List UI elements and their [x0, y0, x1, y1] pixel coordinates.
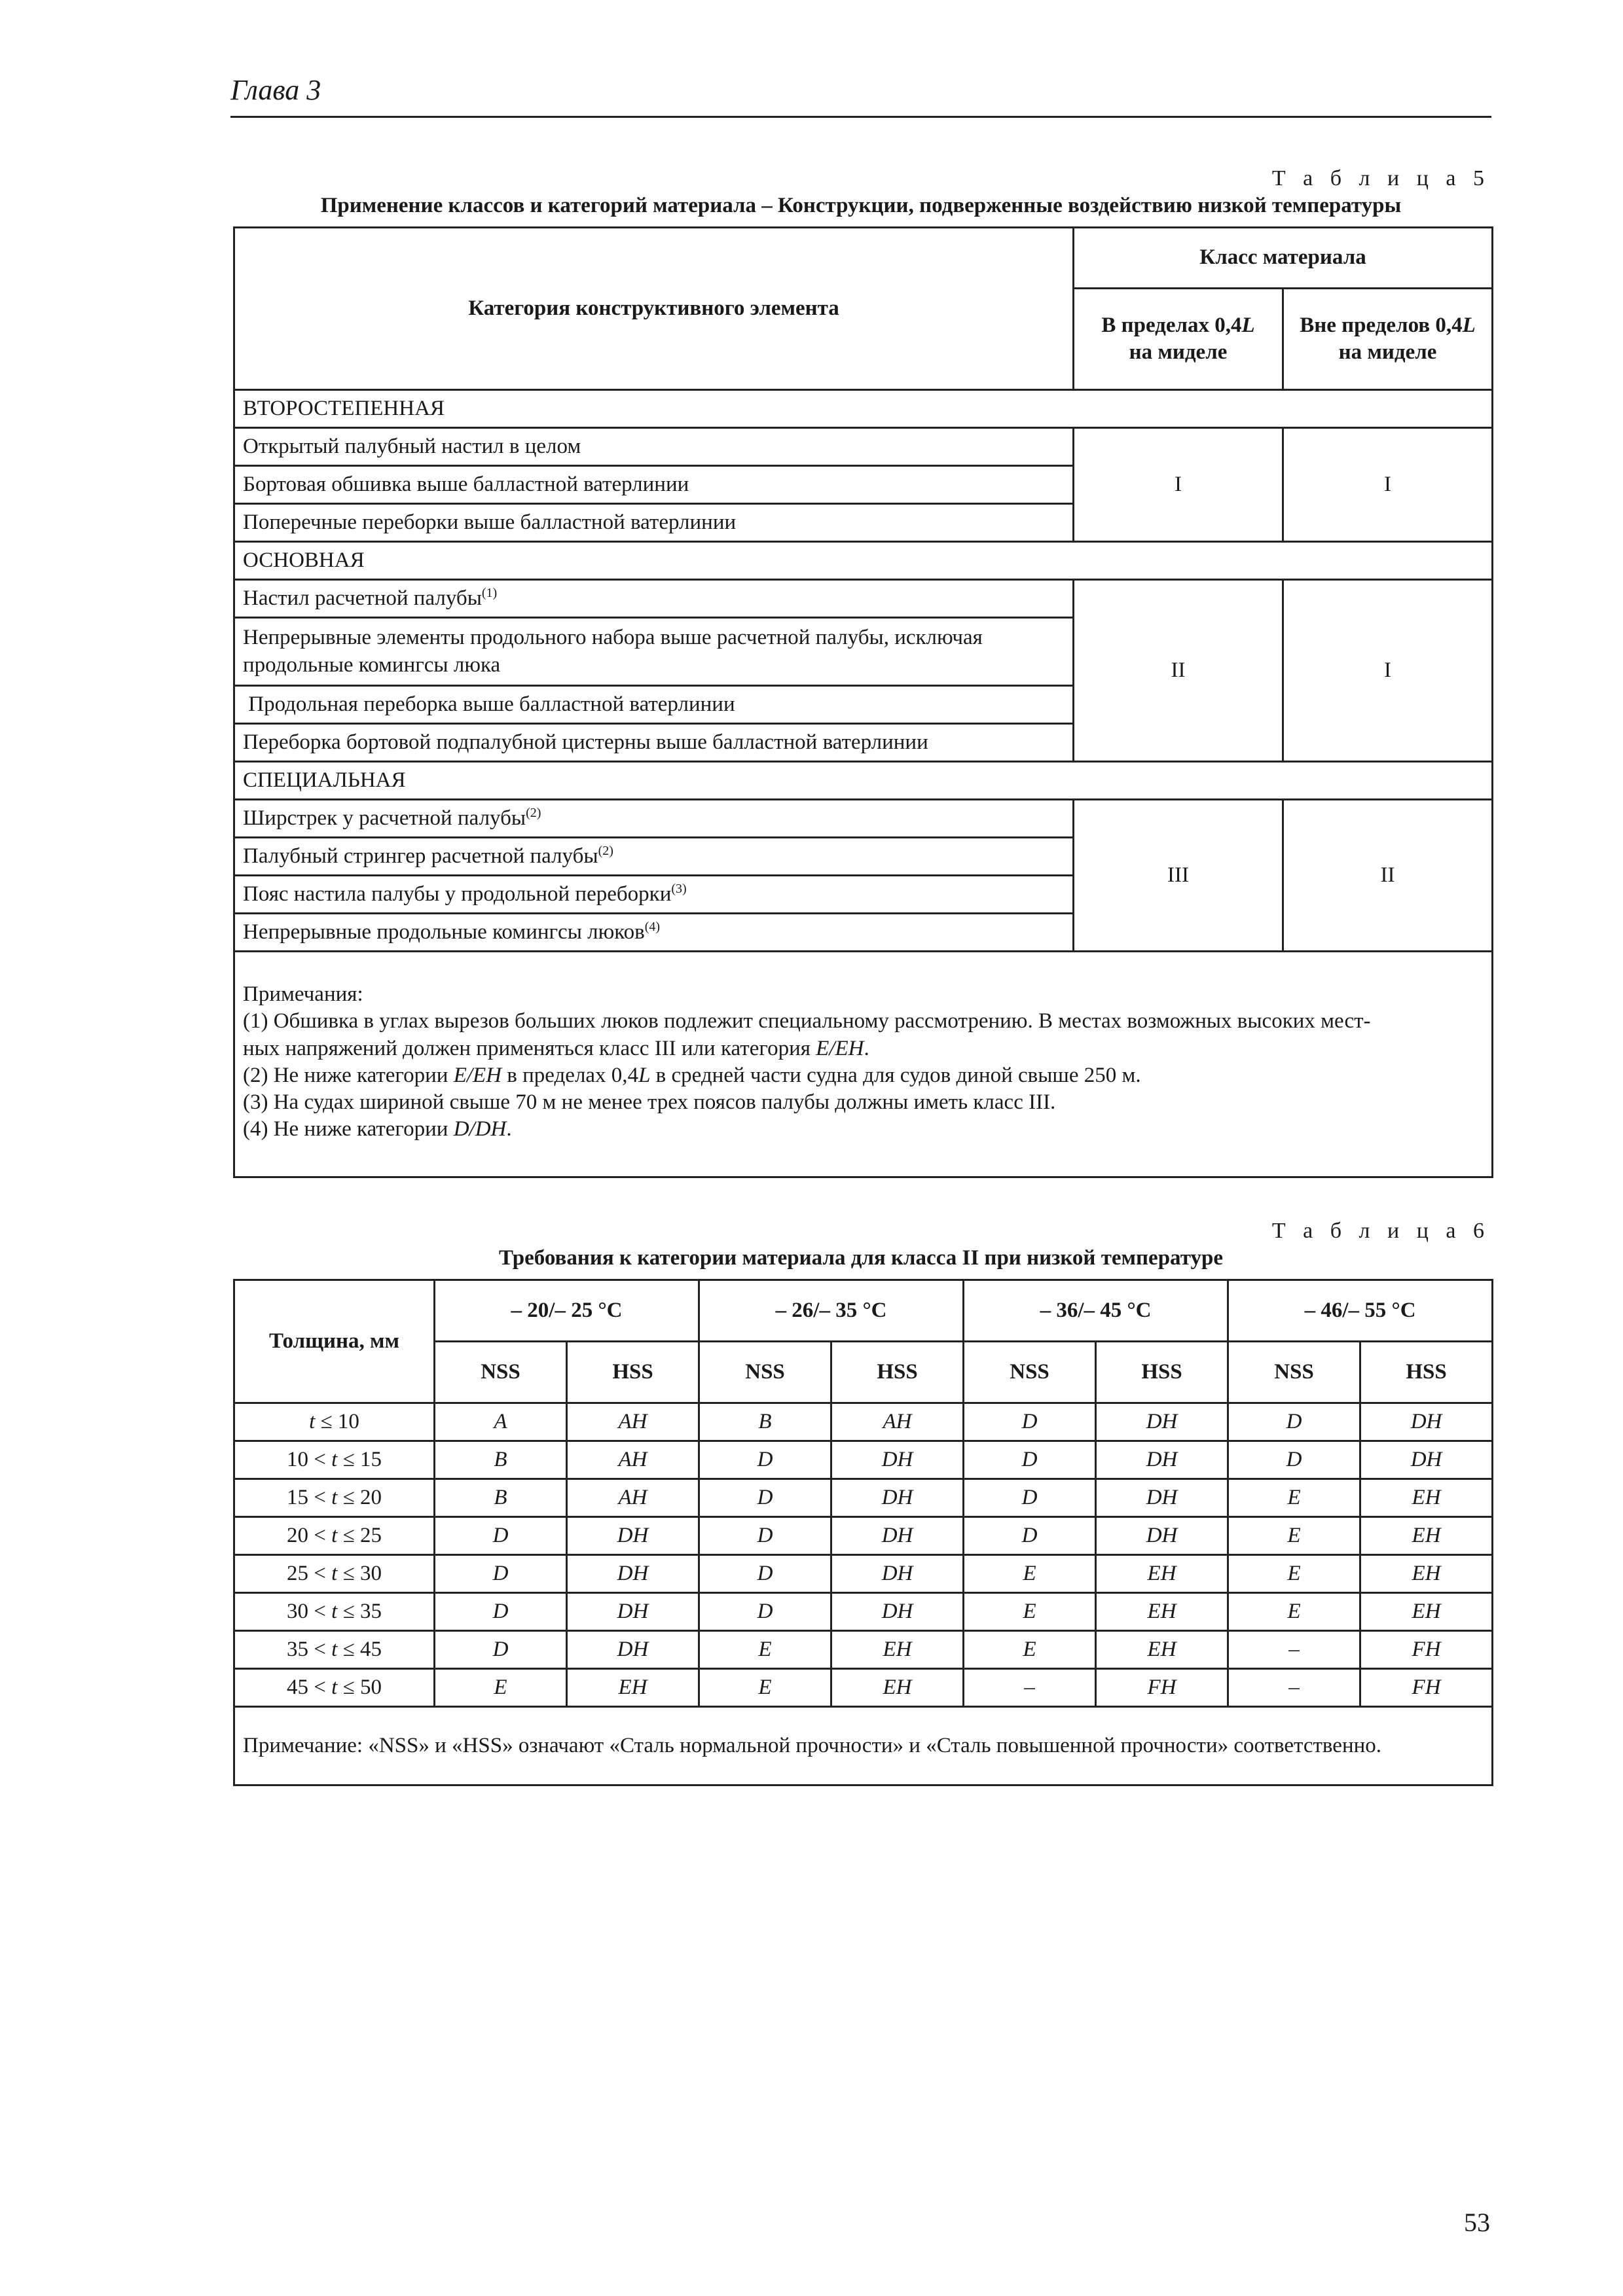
category-cell: E [964, 1593, 1096, 1631]
table6-title: Требования к категории материала для класса II при низкой температуре [499, 1246, 1223, 1270]
category-cell: B [435, 1441, 567, 1479]
table-row [234, 1403, 1493, 1441]
table-row [234, 1517, 1493, 1555]
table-row: Пояс настила палубы у продольной переборки$^{(3)}$ [234, 876, 1074, 914]
temp-header: – 46/– 55 °С [1228, 1280, 1493, 1342]
category-cell: DH [831, 1441, 964, 1479]
temp-header: – 36/– 45 °С [964, 1280, 1228, 1342]
thickness-cell: 35 < t ≤ 45 [234, 1631, 435, 1669]
category-cell: DH [831, 1479, 964, 1517]
category-cell: D [699, 1479, 831, 1517]
table5-number: Т а б л и ц а 5 [1271, 166, 1490, 190]
category-cell: D [699, 1517, 831, 1555]
category-cell: A [435, 1403, 567, 1441]
category-cell: D [964, 1441, 1096, 1479]
class-outside: I [1283, 428, 1493, 542]
category-cell: EH [1360, 1555, 1493, 1593]
category-cell: DH [567, 1517, 699, 1555]
thickness-cell: 30 < t ≤ 35 [234, 1593, 435, 1631]
category-cell: E [1228, 1593, 1360, 1631]
category-cell: FH [1096, 1669, 1228, 1707]
page-number: 53 [1464, 2208, 1490, 2237]
category-cell: E [699, 1669, 831, 1707]
category-cell: E [699, 1631, 831, 1669]
table-row: Настил расчетной палубы$^{(1)}$ [234, 580, 1074, 618]
class-within: III [1074, 800, 1283, 952]
class-within: II [1074, 580, 1283, 762]
thickness-cell: 15 < t ≤ 20 [234, 1479, 435, 1517]
table6-note: Примечание: «NSS» и «HSS» означают «Сталь нормальной прочности» и «Сталь повышенной прочности» соответственно. [234, 1707, 1493, 1785]
category-cell: AH [567, 1479, 699, 1517]
nss-header: NSS [435, 1342, 567, 1403]
category-cell: D [699, 1555, 831, 1593]
table-row: Поперечные переборки выше балластной ватерлинии [234, 504, 1074, 542]
category-cell: EH [1360, 1479, 1493, 1517]
table-row [234, 1593, 1493, 1631]
category-cell: DH [567, 1631, 699, 1669]
category-cell: EH [831, 1631, 964, 1669]
category-cell: DH [567, 1555, 699, 1593]
category-cell: D [964, 1517, 1096, 1555]
thickness-cell: 25 < t ≤ 30 [234, 1555, 435, 1593]
category-cell: – [1228, 1631, 1360, 1669]
category-cell: EH [567, 1669, 699, 1707]
thickness-cell: 45 < t ≤ 50 [234, 1669, 435, 1707]
thickness-cell: 10 < t ≤ 15 [234, 1441, 435, 1479]
table-row: Открытый палубный настил в целом [234, 428, 1074, 466]
category-cell: E [435, 1669, 567, 1707]
category-cell: D [435, 1517, 567, 1555]
category-cell: D [435, 1593, 567, 1631]
note-1a: (1) Обшивка в углах вырезов больших люков подлежит специальному рассмотрению. В местах возможных высоких мест- [243, 1009, 1371, 1033]
category-cell: EH [1096, 1631, 1228, 1669]
hss-header: HSS [1096, 1342, 1228, 1403]
table-row: Продольная переборка выше балластной ватерлинии [234, 686, 1074, 724]
nss-header: NSS [699, 1342, 831, 1403]
category-cell: DH [1096, 1441, 1228, 1479]
category-cell: DH [1360, 1403, 1493, 1441]
table-row: Непрерывные элементы продольного набора выше расчетной палубы, исключая продольные комингсы люка [234, 618, 1074, 686]
table5 [233, 226, 1493, 1178]
category-cell: E [1228, 1555, 1360, 1593]
class-outside: I [1283, 580, 1493, 762]
col-category-header: Категория конструктивного элемента [234, 228, 1074, 390]
table5-notes [234, 952, 1493, 1177]
chapter-header: Глава 3 [230, 74, 321, 106]
category-cell: EH [1360, 1517, 1493, 1555]
category-cell: DH [1096, 1517, 1228, 1555]
category-cell: EH [831, 1669, 964, 1707]
header-rule [230, 116, 1491, 118]
col-class-header: Класс материала [1074, 228, 1493, 289]
col-within-header: В пределах 0,4L на миделе [1074, 289, 1283, 390]
category-cell: E [1228, 1479, 1360, 1517]
thickness-cell: t ≤ 10 [234, 1403, 435, 1441]
table5-title: Применение классов и категорий материала – Конструкции, подверженные воздействию низкой температуры [320, 194, 1402, 217]
note-3: (3) На судах шириной свыше 70 м не менее трех поясов палубы должны иметь класс III. [243, 1090, 1056, 1114]
group-heading: ОСНОВНАЯ [234, 542, 1493, 580]
table-row [234, 1441, 1493, 1479]
category-cell: DH [1096, 1479, 1228, 1517]
hss-header: HSS [831, 1342, 964, 1403]
category-cell: D [435, 1631, 567, 1669]
category-cell: FH [1360, 1669, 1493, 1707]
category-cell: D [1228, 1403, 1360, 1441]
category-cell: D [699, 1441, 831, 1479]
hss-header: HSS [1360, 1342, 1493, 1403]
category-cell: D [699, 1593, 831, 1631]
nss-header: NSS [1228, 1342, 1360, 1403]
category-cell: E [964, 1555, 1096, 1593]
temp-header: – 20/– 25 °С [435, 1280, 699, 1342]
table-row: Ширстрек у расчетной палубы$^{(2)}$ [234, 800, 1074, 838]
category-cell: D [1228, 1441, 1360, 1479]
table-row: Бортовая обшивка выше балластной ватерлинии [234, 466, 1074, 504]
notes-title: Примечания: [243, 982, 363, 1006]
category-cell: B [699, 1403, 831, 1441]
category-cell: – [964, 1669, 1096, 1707]
col-thickness-header: Толщина, мм [234, 1280, 435, 1403]
table-row [234, 1669, 1493, 1707]
category-cell: EH [1096, 1555, 1228, 1593]
category-cell: – [1228, 1669, 1360, 1707]
group-heading: СПЕЦИАЛЬНАЯ [234, 762, 1493, 800]
category-cell: E [1228, 1517, 1360, 1555]
table-row: Непрерывные продольные комингсы люков$^{(4)}$ [234, 914, 1074, 952]
category-cell: E [964, 1631, 1096, 1669]
category-cell: EH [1360, 1593, 1493, 1631]
table-row: Переборка бортовой подпалубной цистерны выше балластной ватерлинии [234, 724, 1074, 762]
class-within: I [1074, 428, 1283, 542]
category-cell: DH [831, 1555, 964, 1593]
table-row [234, 1631, 1493, 1669]
category-cell: AH [831, 1403, 964, 1441]
category-cell: AH [567, 1403, 699, 1441]
note-2: (2) Не ниже категории E/EH в пределах 0,4L в средней части судна для судов диной свыше 250 м. [243, 1063, 1141, 1087]
table6 [233, 1279, 1493, 1786]
group-heading: ВТОРОСТЕПЕННАЯ [234, 390, 1493, 428]
category-cell: FH [1360, 1631, 1493, 1669]
category-cell: D [964, 1479, 1096, 1517]
category-cell: DH [831, 1517, 964, 1555]
category-cell: AH [567, 1441, 699, 1479]
class-outside: II [1283, 800, 1493, 952]
thickness-cell: 20 < t ≤ 25 [234, 1517, 435, 1555]
table6-number: Т а б л и ц а 6 [1271, 1219, 1490, 1243]
table-row: Палубный стрингер расчетной палубы$^{(2)}$ [234, 838, 1074, 876]
category-cell: DH [1360, 1441, 1493, 1479]
note-4: (4) Не ниже категории D/DH. [243, 1117, 512, 1141]
category-cell: D [435, 1555, 567, 1593]
category-cell: B [435, 1479, 567, 1517]
category-cell: EH [1096, 1593, 1228, 1631]
table-row [234, 1555, 1493, 1593]
col-outside-header: Вне пределов 0,4L на миделе [1283, 289, 1493, 390]
category-cell: DH [1096, 1403, 1228, 1441]
hss-header: HSS [567, 1342, 699, 1403]
temp-header: – 26/– 35 °С [699, 1280, 964, 1342]
nss-header: NSS [964, 1342, 1096, 1403]
table-row [234, 1479, 1493, 1517]
category-cell: D [964, 1403, 1096, 1441]
category-cell: DH [831, 1593, 964, 1631]
note-1b: ных напряжений должен применяться класс III или категория E/EH. [243, 1036, 869, 1060]
category-cell: DH [567, 1593, 699, 1631]
